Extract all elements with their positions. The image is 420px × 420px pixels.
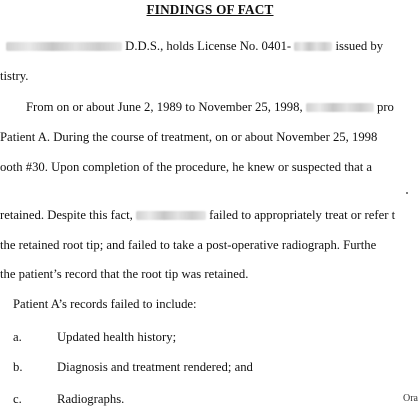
section-heading: FINDINGS OF FACT bbox=[146, 2, 274, 17]
paragraph-2-line-5: the retained root tip; and failed to take a post-operative radiograph. Furthe bbox=[0, 238, 377, 252]
line-text: From on or about June 2, 1989 to November 25, 1998, bbox=[26, 100, 303, 114]
paragraph-2-line-3: ooth #30. Upon completion of the procedure, he knew or suspected that a bbox=[0, 160, 373, 174]
redacted-name bbox=[6, 42, 122, 51]
line-text: D.D.S., holds License No. 0401- bbox=[125, 39, 292, 53]
line-text: retained. Despite this fact, bbox=[0, 208, 133, 222]
list-item-marker: a. bbox=[13, 330, 22, 344]
redacted-name bbox=[136, 211, 206, 220]
paragraph-2-line-4 bbox=[0, 208, 395, 223]
redacted-name bbox=[306, 103, 374, 112]
paragraph-2-line-2: Patient A. During the course of treatment, on or about November 25, 1998 bbox=[0, 130, 378, 144]
line-text: failed to appropriately treat or refer t bbox=[209, 208, 396, 222]
line-text: issued by bbox=[335, 39, 384, 53]
list-item-text: Radiographs. bbox=[57, 392, 125, 406]
paragraph-1-line-2: tistry. bbox=[0, 69, 29, 83]
paragraph-2-line-1 bbox=[26, 100, 394, 115]
list-item-text: Diagnosis and treatment rendered; and bbox=[57, 360, 253, 374]
stray-mark bbox=[406, 192, 408, 194]
page-footer: Ora bbox=[403, 393, 418, 404]
list-item-marker: c. bbox=[13, 392, 22, 406]
paragraph-2-line-6: the patient’s record that the root tip was retained. bbox=[0, 267, 249, 281]
list-item-text: Updated health history; bbox=[57, 330, 177, 344]
paragraph-1-line-1 bbox=[6, 39, 383, 54]
line-text: pro bbox=[376, 100, 394, 114]
paragraph-3-intro: Patient A’s records failed to include: bbox=[13, 297, 197, 311]
redacted-license-number bbox=[294, 42, 332, 51]
list-item-marker: b. bbox=[13, 360, 23, 374]
